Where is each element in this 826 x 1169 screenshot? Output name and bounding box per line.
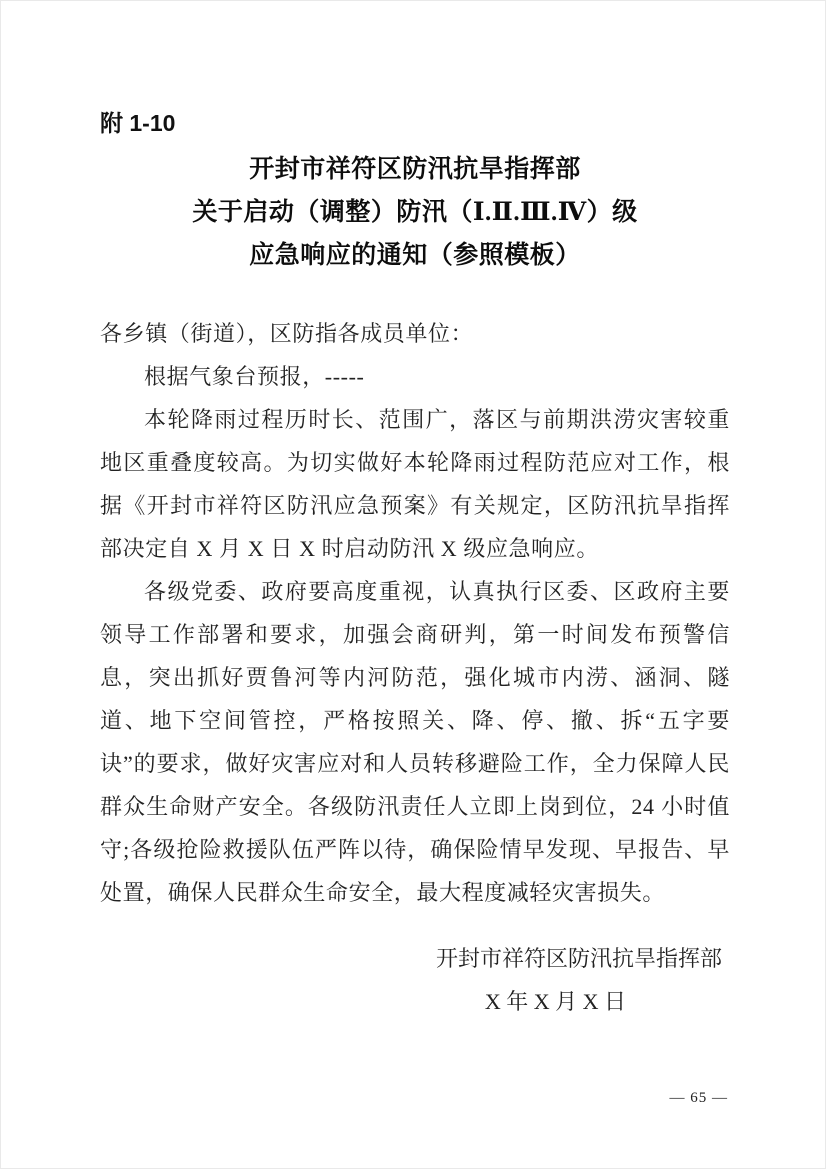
title-line: 开封市祥符区防汛抗旱指挥部 bbox=[249, 156, 581, 183]
body-paragraph: 本轮降雨过程历时长、范围广，落区与前期洪涝灾害较重地区重叠度较高。为切实做好本轮降雨过程防范应对工作，根据《开封市祥符区防汛应急预案》有关规定，区防汛抗旱指挥部决定自 X 月 X 日 X 时启动防汛 X 级应急响应。 bbox=[100, 407, 730, 561]
title-line: 应急响应的通知（参照模板） bbox=[249, 242, 581, 269]
title-line: 关于启动（调整）防汛（Ⅰ.Ⅱ.Ⅲ.Ⅳ）级 bbox=[192, 199, 638, 226]
attachment-label: 附 1-10 bbox=[100, 110, 176, 136]
salutation: 各乡镇（街道），区防指各成员单位： bbox=[100, 321, 474, 346]
signature-block bbox=[100, 937, 730, 1023]
document-title bbox=[100, 148, 730, 277]
issue-date: X 年 X 月 X 日 bbox=[484, 989, 626, 1014]
body-paragraph: 各级党委、政府要高度重视，认真执行区委、区政府主要领导工作部署和要求，加强会商研判，第一时间发布预警信息，突出抓好贾鲁河等内河防范，强化城市内涝、涵洞、隧道、地下空间管控，严格按照关、降、停、撤、拆“五字要诀”的要求，做好灾害应对和人员转移避险工作，全力保障人民群众生命财产安全。各级防汛责任人立即上岗到位，24 小时值守;各级抢险救援队伍严阵以待，确保险情早发现、早报告、早处置，确保人民群众生命安全，最大程度减轻灾害损失。 bbox=[100, 579, 730, 905]
issuer-signature: 开封市祥符区防汛抗旱指挥部 bbox=[435, 946, 722, 971]
page-number: — 65 — bbox=[669, 1090, 728, 1106]
body-paragraph: 根据气象台预报，----- bbox=[144, 364, 365, 389]
paragraph-list bbox=[100, 355, 730, 914]
document-body bbox=[100, 312, 730, 914]
